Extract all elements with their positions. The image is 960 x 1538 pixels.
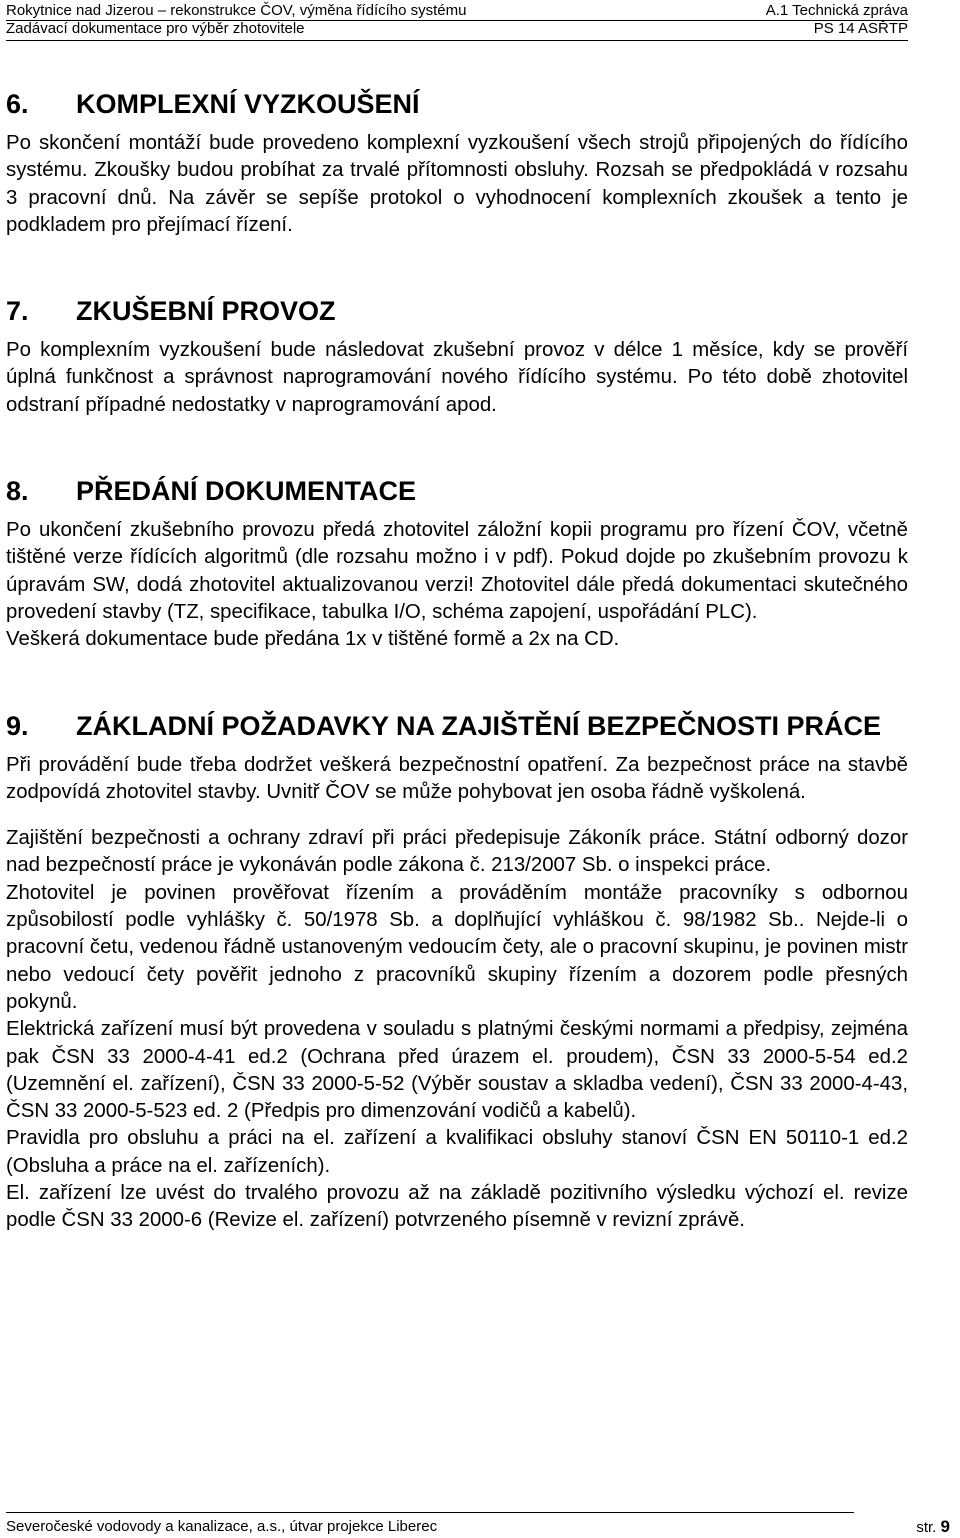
paragraph: Po komplexním vyzkoušení bude následovat zkušební provoz v délce 1 měsíce, kdy se prověří úplná funkčnost a správnost naprogramování nového řídícího systému. Po této době zhotovitel odstraní případné nedostatky v naprogramování apod.: [6, 339, 908, 416]
header-doc-code: PS 14 ASŘTP: [813, 20, 908, 37]
paragraph: Pravidla pro obsluhu a práci na el. zařízení a kvalifikaci obsluhy stanoví ČSN EN 50110-1 ed.2 (Obsluha a práce na el. zařízeních).: [6, 1127, 908, 1177]
section-heading: [6, 710, 908, 742]
page-number: 9: [940, 1517, 950, 1536]
section-6: [6, 88, 908, 239]
section-title: ZÁKLADNÍ POŽADAVKY NA ZAJIŠTĚNÍ BEZPEČNOSTI PRÁCE: [76, 710, 882, 741]
section-number: 9.: [6, 710, 29, 741]
section-title: KOMPLEXNÍ VYZKOUŠENÍ: [76, 89, 420, 119]
section-8: [6, 475, 908, 653]
header-doc-part: A.1 Technická zpráva: [765, 2, 908, 19]
section-heading: [6, 295, 908, 327]
document-body: [6, 88, 908, 1235]
section-number: 6.: [6, 89, 29, 119]
running-header-bottom: [6, 20, 908, 38]
header-doc-type: Zadávací dokumentace pro výběr zhotovitele: [6, 20, 305, 37]
section-7: [6, 295, 908, 419]
section-title: PŘEDÁNÍ DOKUMENTACE: [76, 476, 417, 507]
paragraph: Při provádění bude třeba dodržet veškerá bezpečnostní opatření. Za bezpečnost práce na stavbě zodpovídá zhotovitel stavby. Uvnitř ČOV se může pohybovat jen osoba řádně vyškolená.: [6, 753, 908, 803]
paragraph: El. zařízení lze uvést do trvalého provozu až na základě pozitivního výsledku výchozí el. revize podle ČSN 33 2000-6 (Revize el. zařízení) potvrzeného písemně v revizní zprávě.: [6, 1182, 908, 1232]
section-heading: [6, 88, 908, 120]
footer-divider: [6, 1512, 854, 1513]
header-project-title: Rokytnice nad Jizerou – rekonstrukce ČOV, výměna řídícího systému: [6, 2, 467, 19]
running-header-top: [6, 2, 908, 20]
section-number: 7.: [6, 296, 29, 327]
footer-organization: Severočeské vodovody a kanalizace, a.s., útvar projekce Liberec: [6, 1518, 438, 1535]
paragraph: Po ukončení zkušebního provozu předá zhotovitel záložní kopii programu pro řízení ČOV, včetně tištěné verze řídících algoritmů (dle rozsahu možno i v pdf). Pokud dojde po zkušebním provozu k úpravám SW, dodá zhotovitel aktualizovanou verzi! Zhotovitel dále předá dokumentaci skutečného provedení stavby (TZ, specifikace, tabulka I/O, schéma zapojení, uspořádání PLC).: [6, 519, 908, 623]
paragraph: Zajištění bezpečnosti a ochrany zdraví při práci předepisuje Zákoník práce. Státní odborný dozor nad bezpečností práce je vykonáván podle zákona č. 213/2007 Sb. o inspekci práce.: [6, 827, 908, 877]
section-heading: [6, 475, 908, 507]
header-divider-bottom: [6, 40, 908, 41]
page-label: str.: [916, 1519, 937, 1536]
page-footer: [6, 1518, 950, 1536]
section-number: 8.: [6, 476, 29, 507]
page-number-block: [916, 1518, 950, 1537]
section-title: ZKUŠEBNÍ PROVOZ: [76, 296, 336, 327]
section-9: [6, 710, 908, 1235]
paragraph: Po skončení montáží bude provedeno komplexní vyzkoušení všech strojů připojených do řídícího systému. Zkoušky budou probíhat za trvalé přítomnosti obsluhy. Rozsah se předpokládá v rozsahu 3 pracovní dnů. Na závěr se sepíše protokol o vyhodnocení komplexních zkoušek a tento je podkladem pro přejímací řízení.: [6, 132, 908, 236]
paragraph: Zhotovitel je povinen prověřovat řízením a prováděním montáže pracovníky s odbornou způsobilostí podle vyhlášky č. 50/1978 Sb. a doplňující vyhláškou č. 98/1982 Sb.. Nejde-li o pracovní četu, vedenou řádně ustanoveným vedoucím čety, ale o pracovní skupinu, je povinen mistr nebo vedoucí čety pověřit jednoho z pracovníků skupiny řízením a dozorem podle přesných pokynů.: [6, 881, 908, 1013]
paragraph: Veškerá dokumentace bude předána 1x v tištěné formě a 2x na CD.: [6, 628, 620, 651]
paragraph: Elektrická zařízení musí být provedena v souladu s platnými českými normami a předpisy, zejména pak ČSN 33 2000-4-41 ed.2 (Ochrana před úrazem el. proudem), ČSN 33 2000-5-54 ed.2 (Uzemnění el. zařízení), ČSN 33 2000-5-52 (Výběr soustav a skladba vedení), ČSN 33 2000-4-43, ČSN 33 2000-5-523 ed. 2 (Předpis pro dimenzování vodičů a kabelů).: [6, 1018, 908, 1123]
